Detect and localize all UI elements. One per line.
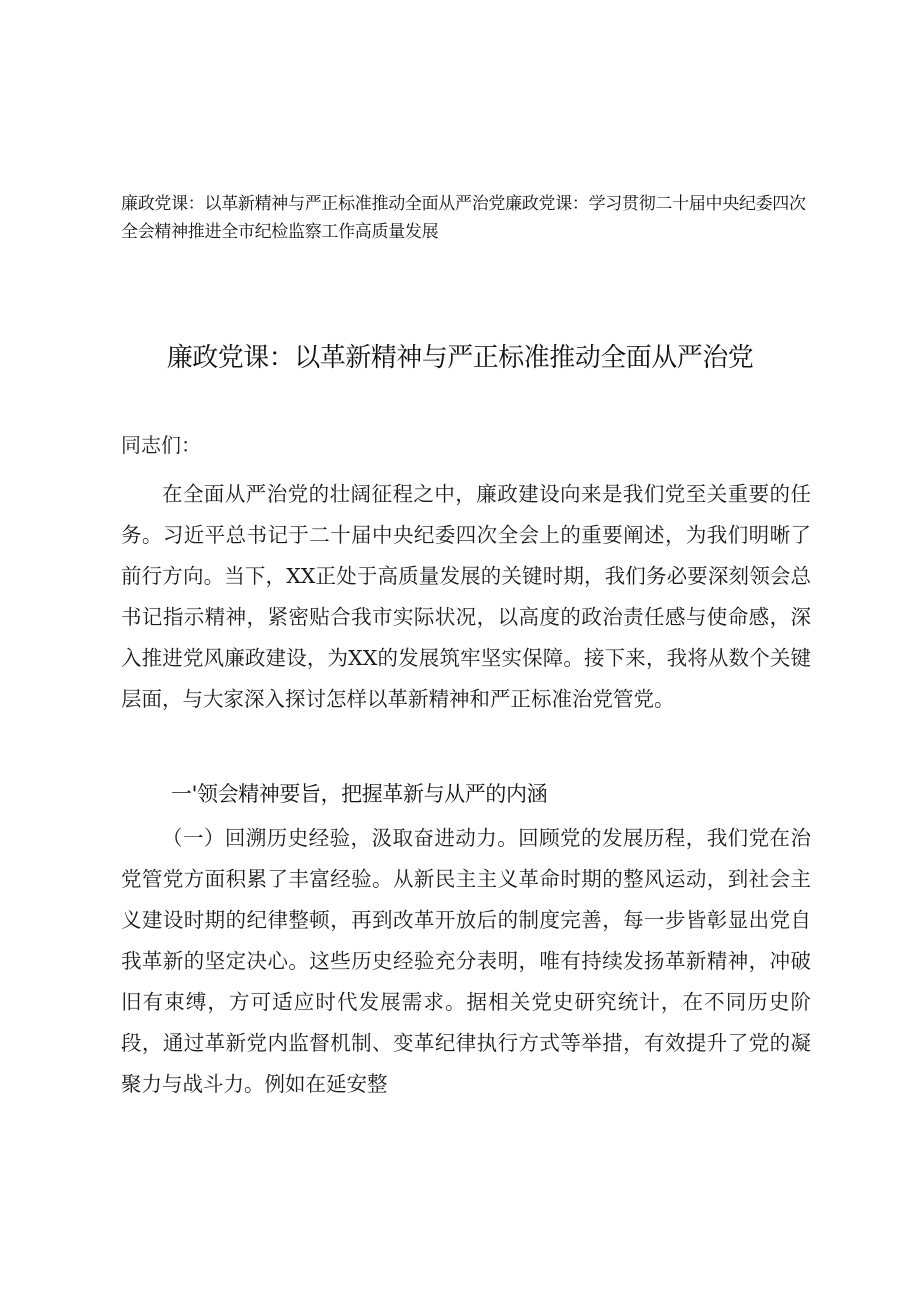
document-title: 廉政党课：以革新精神与严正标准推动全面从严治党 <box>166 343 754 373</box>
body-paragraph: 在全面从严治党的壮阔征程之中，廉政建设向来是我们党至关重要的任务。习近平总书记于二十届中央纪委四次全会上的重要阐述，为我们明晰了前行方向。当下，XX正处于高质量发展的关键时期，我们务必要深刻领会总书记指示精神，紧密贴合我市实际状况，以高度的政治责任感与使命感，深入推进党风廉政建设，为XX的发展筑牢坚实保障。接下来，我将从数个关键层面，与大家深入探讨怎样以革新精神和严正标准治党管党。 <box>121 482 811 711</box>
section-heading: 一'领会精神要旨，把握革新与从严的内涵 <box>171 782 548 806</box>
subsection-paragraph: （一）回溯历史经验，汲取奋进动力。回顾党的发展历程，我们党在治党管党方面积累了丰富经验。从新民主主义革命时期的整风运动，到社会主义建设时期的纪律整顿，再到改革开放后的制度完善，每一步皆彰显出党自我革新的坚定决心。这些历史经验充分表明，唯有持续发扬革新精神，冲破旧有束缚，方可适应时代发展需求。据相关党史研究统计，在不同历史阶段，通过革新党内监督机制、变革纪律执行方式等举措，有效提升了党的凝聚力与战斗力。例如在延安整 <box>121 826 811 1096</box>
salutation: 同志们： <box>121 433 201 457</box>
running-header: 廉政党课：以革新精神与严正标准推动全面从严治党廉政党课：学习贯彻二十届中央纪委四次全会精神推进全市纪检监察工作高质量发展 <box>121 194 806 242</box>
